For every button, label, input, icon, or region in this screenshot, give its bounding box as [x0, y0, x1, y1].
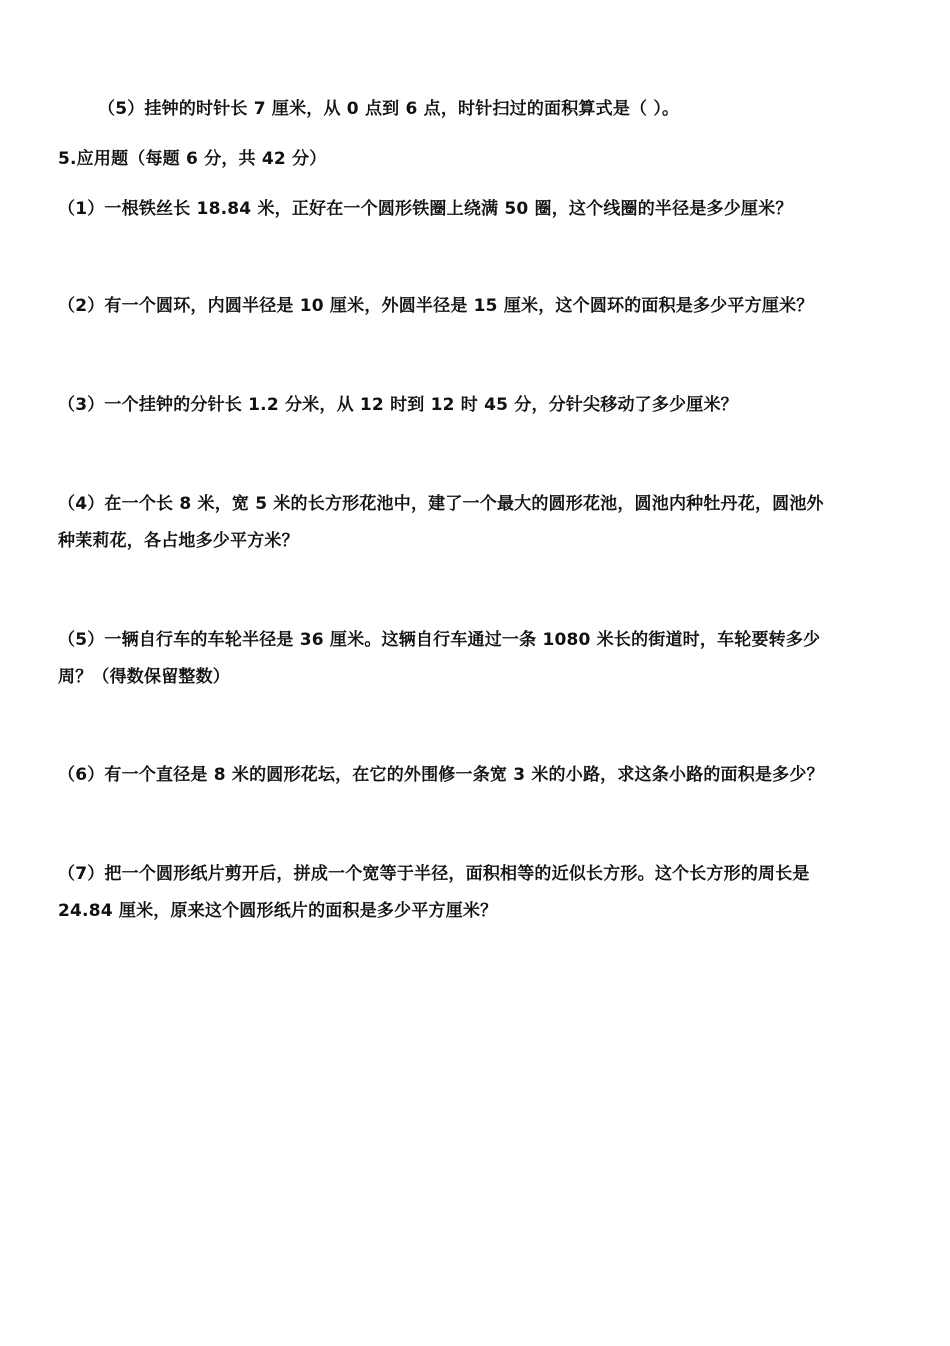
problem-4-line-2: 种茉莉花，各占地多少平方米？ — [58, 531, 299, 551]
problem-6-line-1: （6）有一个直径是 8 米的圆形花坛，在它的外围修一条宽 3 米的小路，求这条小路的面积是多少？ — [58, 765, 824, 785]
section-5-heading: 5.应用题（每题 6 分，共 42 分） — [58, 149, 327, 169]
problem-5-line-2: 周？（得数保留整数） — [58, 667, 230, 687]
problem-5-line-1: （5）一辆自行车的车轮半径是 36 厘米。这辆自行车通过一条 1080 米长的街道时，车轮要转多少 — [58, 630, 821, 650]
problem-2-line-1: （2）有一个圆环，内圆半径是 10 厘米，外圆半径是 15 厘米，这个圆环的面积是多少平方厘米？ — [58, 296, 814, 316]
problem-7-line-2: 24.84 厘米，原来这个圆形纸片的面积是多少平方厘米？ — [58, 901, 498, 921]
problem-3-line-1: （3）一个挂钟的分针长 1.2 分米，从 12 时到 12 时 45 分，分针尖移动了多少厘米？ — [58, 395, 738, 415]
problem-7-line-1: （7）把一个圆形纸片剪开后，拼成一个宽等于半径，面积相等的近似长方形。这个长方形的周长是 — [58, 864, 810, 884]
problem-4-line-1: （4）在一个长 8 米，宽 5 米的长方形花池中，建了一个最大的圆形花池，圆池内种牡丹花，圆池外 — [58, 494, 824, 514]
fill-in-question-5: （5）挂钟的时针长 7 厘米，从 0 点到 6 点，时针扫过的面积算式是（ ）。 — [98, 99, 680, 119]
problem-1-line-1: （1）一根铁丝长 18.84 米，正好在一个圆形铁圈上绕满 50 圈，这个线圈的半径是多少厘米？ — [58, 199, 793, 219]
